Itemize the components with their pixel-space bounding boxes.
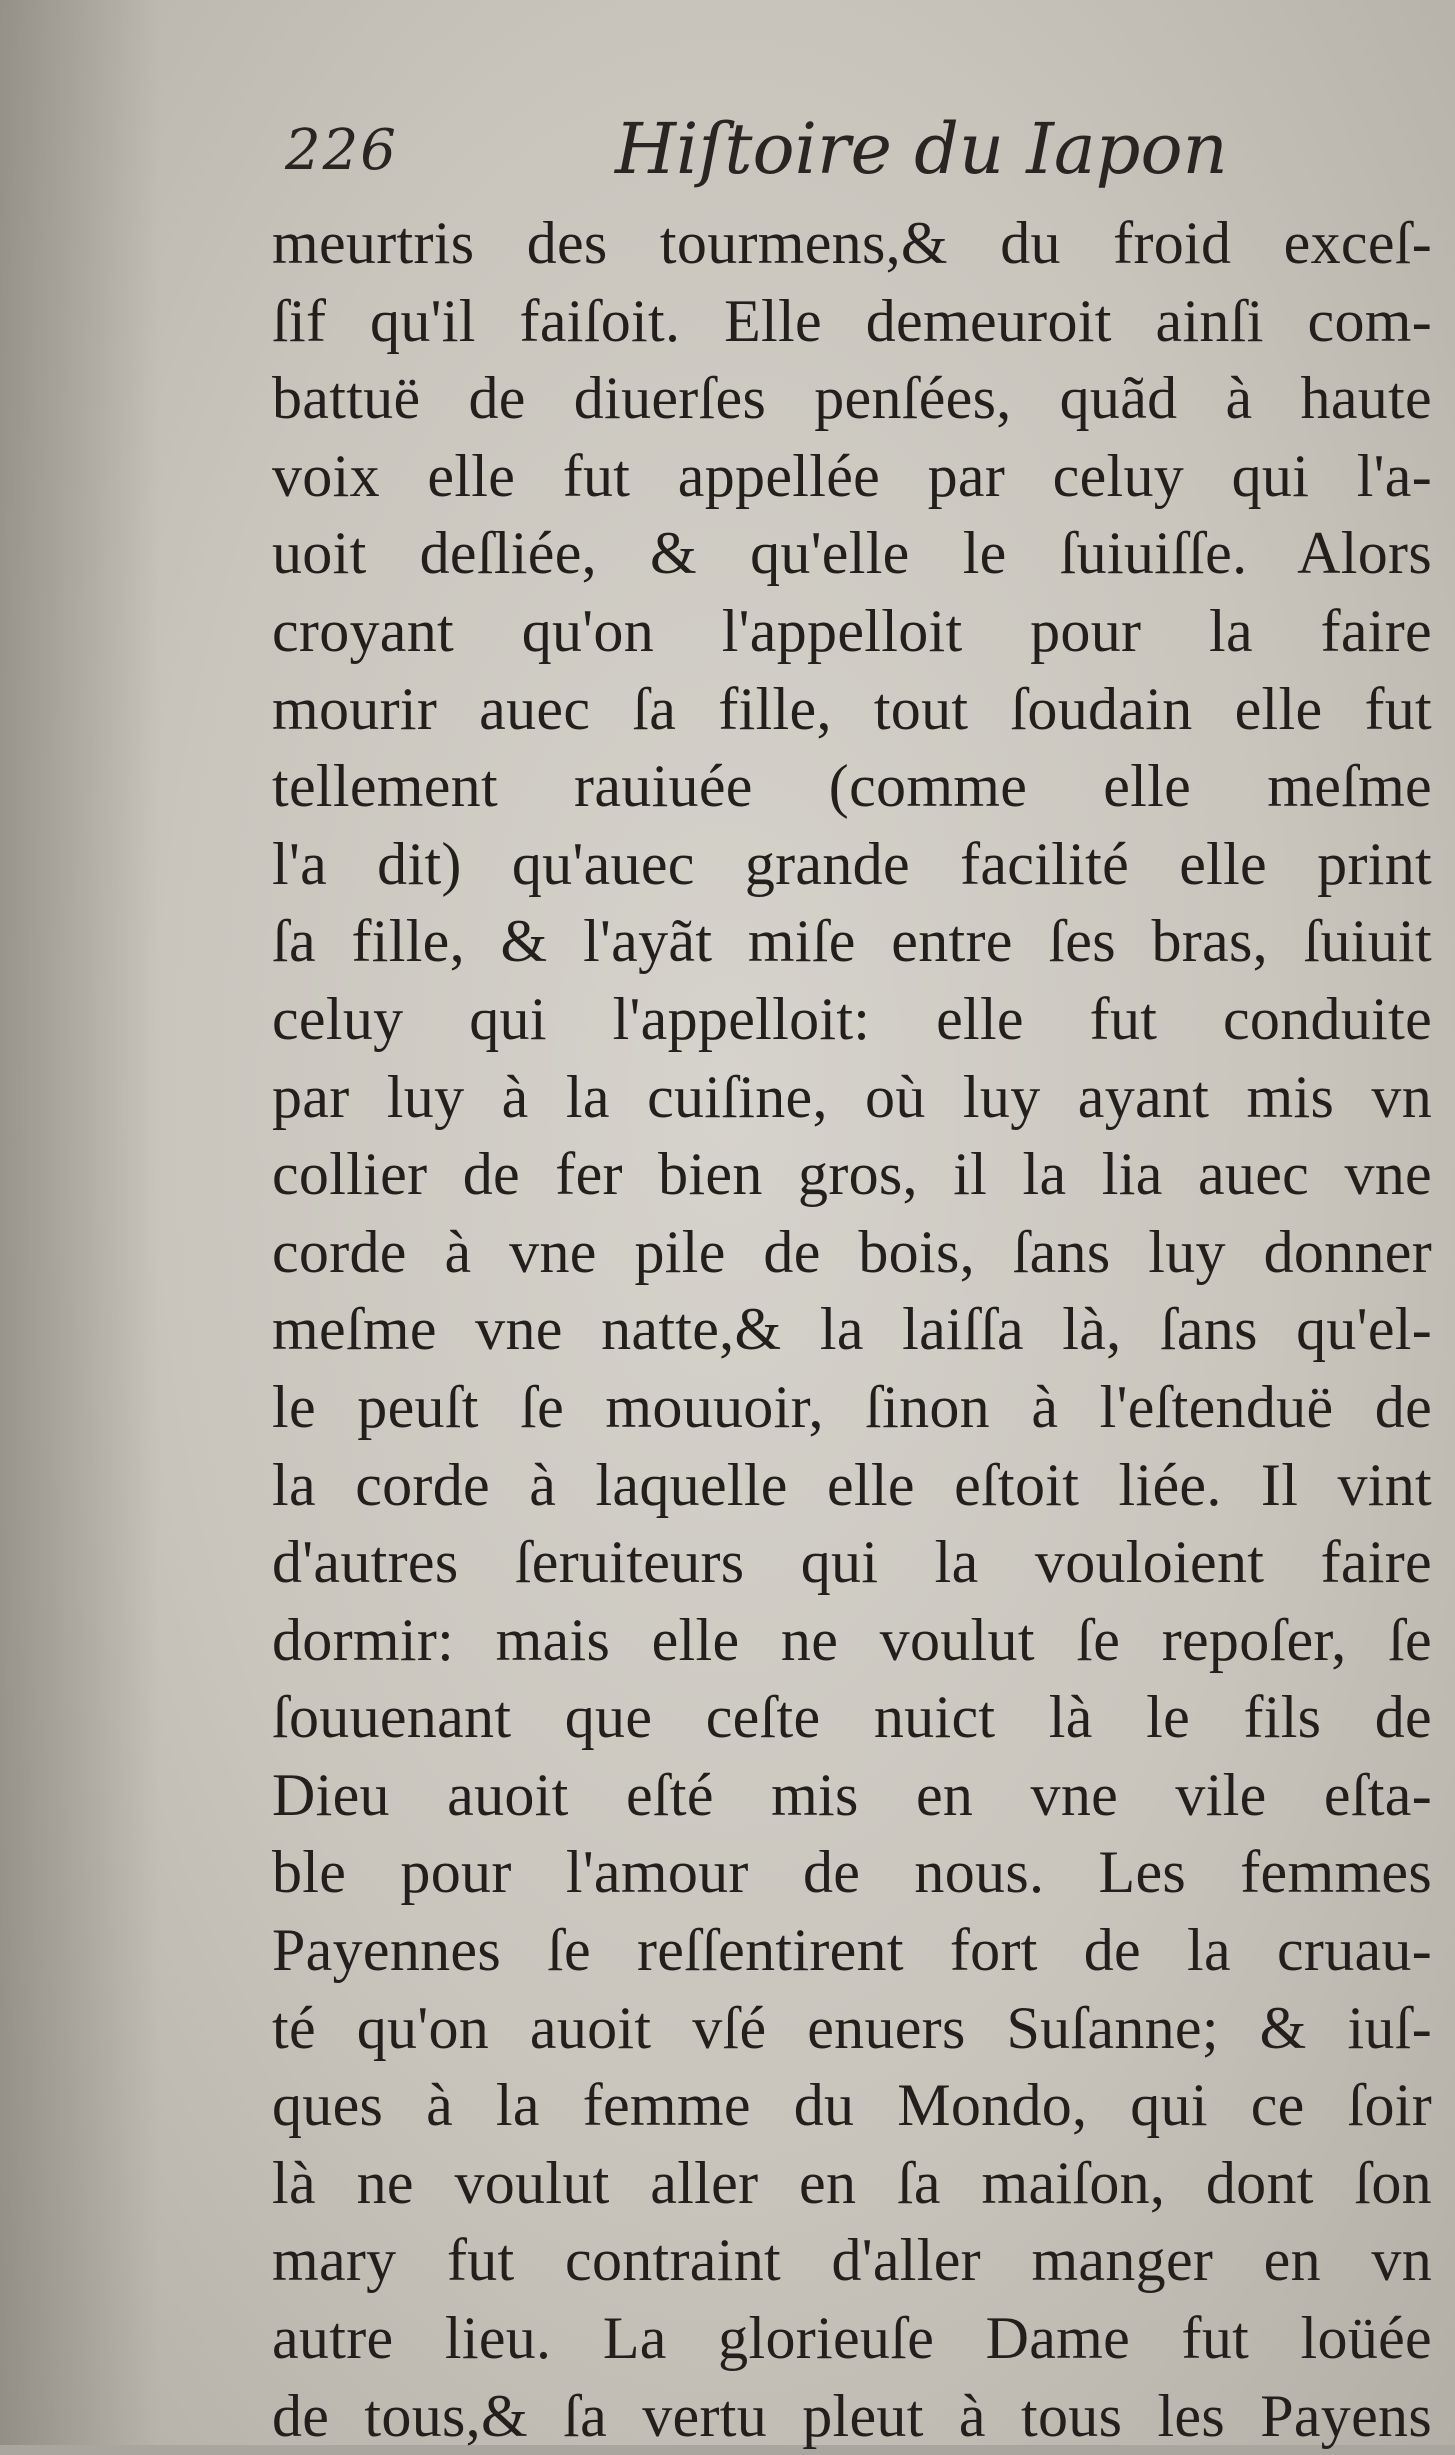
text-line: dormir: mais elle ne voulut ſe repoſer, ſe [272, 1606, 1432, 1673]
text-line: Payennes ſe reſſentirent fort de la cruau- [272, 1917, 1432, 1984]
text-line: ſouuenant que ceſte nuict là le fils de [272, 1684, 1432, 1751]
text-line: uoit deſliée, & qu'elle le ſuiuiſſe. Alors [272, 520, 1432, 587]
text-line: là ne voulut aller en ſa maiſon, dont ſon [272, 2149, 1432, 2216]
text-line: ques à la femme du Mondo, qui ce ſoir [272, 2072, 1432, 2139]
text-line: le peuſt ſe mouuoir, ſinon à l'eſtenduë de [272, 1373, 1432, 1440]
text-line: té qu'on auoit vſé enuers Suſanne; & iuſ- [272, 1994, 1432, 2061]
text-line: meſme vne natte,& la laiſſa là, ſans qu'el- [272, 1296, 1432, 1363]
page-header [285, 108, 1445, 218]
text-line: d'autres ſeruiteurs qui la vouloient faire [272, 1529, 1432, 1596]
running-title: Hiſtoire du Iapon [615, 108, 1228, 190]
text-line: de tous,& ſa vertu pleut à tous les Payens [272, 2382, 1432, 2449]
text-line: tellement rauiuée (comme elle meſme [272, 753, 1432, 820]
body-text [272, 205, 1432, 2455]
text-line: celuy qui l'appelloit: elle fut conduite [272, 985, 1432, 1052]
gutter-shadow [0, 0, 160, 2445]
text-line: mary fut contraint d'aller manger en vn [272, 2227, 1432, 2294]
text-line: la corde à laquelle elle eſtoit liée. Il vint [272, 1451, 1432, 1518]
text-line: mourir auec ſa fille, tout ſoudain elle fut [272, 675, 1432, 742]
text-line: meurtris des tourmens,& du froid exceſ- [272, 210, 1432, 276]
text-line: battuë de diuerſes penſées, quãd à haute [272, 365, 1432, 432]
page-number: 226 [285, 118, 398, 183]
text-line: ble pour l'amour de nous. Les femmes [272, 1839, 1432, 1906]
text-line: corde à vne pile de bois, ſans luy donner [272, 1218, 1432, 1285]
text-line: voix elle fut appellée par celuy qui l'a- [272, 442, 1432, 509]
text-line: autre lieu. La glorieuſe Dame fut loüée [272, 2305, 1432, 2372]
text-line: par luy à la cuiſine, où luy ayant mis vn [272, 1063, 1432, 1130]
text-line: l'a dit) qu'auec grande facilité elle print [272, 830, 1432, 897]
text-line: ſa fille, & l'ayãt miſe entre ſes bras, ſuiuit [272, 908, 1432, 975]
text-line: croyant qu'on l'appelloit pour la faire [272, 597, 1432, 664]
text-line: Dieu auoit eſté mis en vne vile eſta- [272, 1761, 1432, 1828]
text-line: collier de fer bien gros, il la lia auec vne [272, 1141, 1432, 1208]
text-line: ſif qu'il faiſoit. Elle demeuroit ainſi com- [272, 287, 1432, 354]
